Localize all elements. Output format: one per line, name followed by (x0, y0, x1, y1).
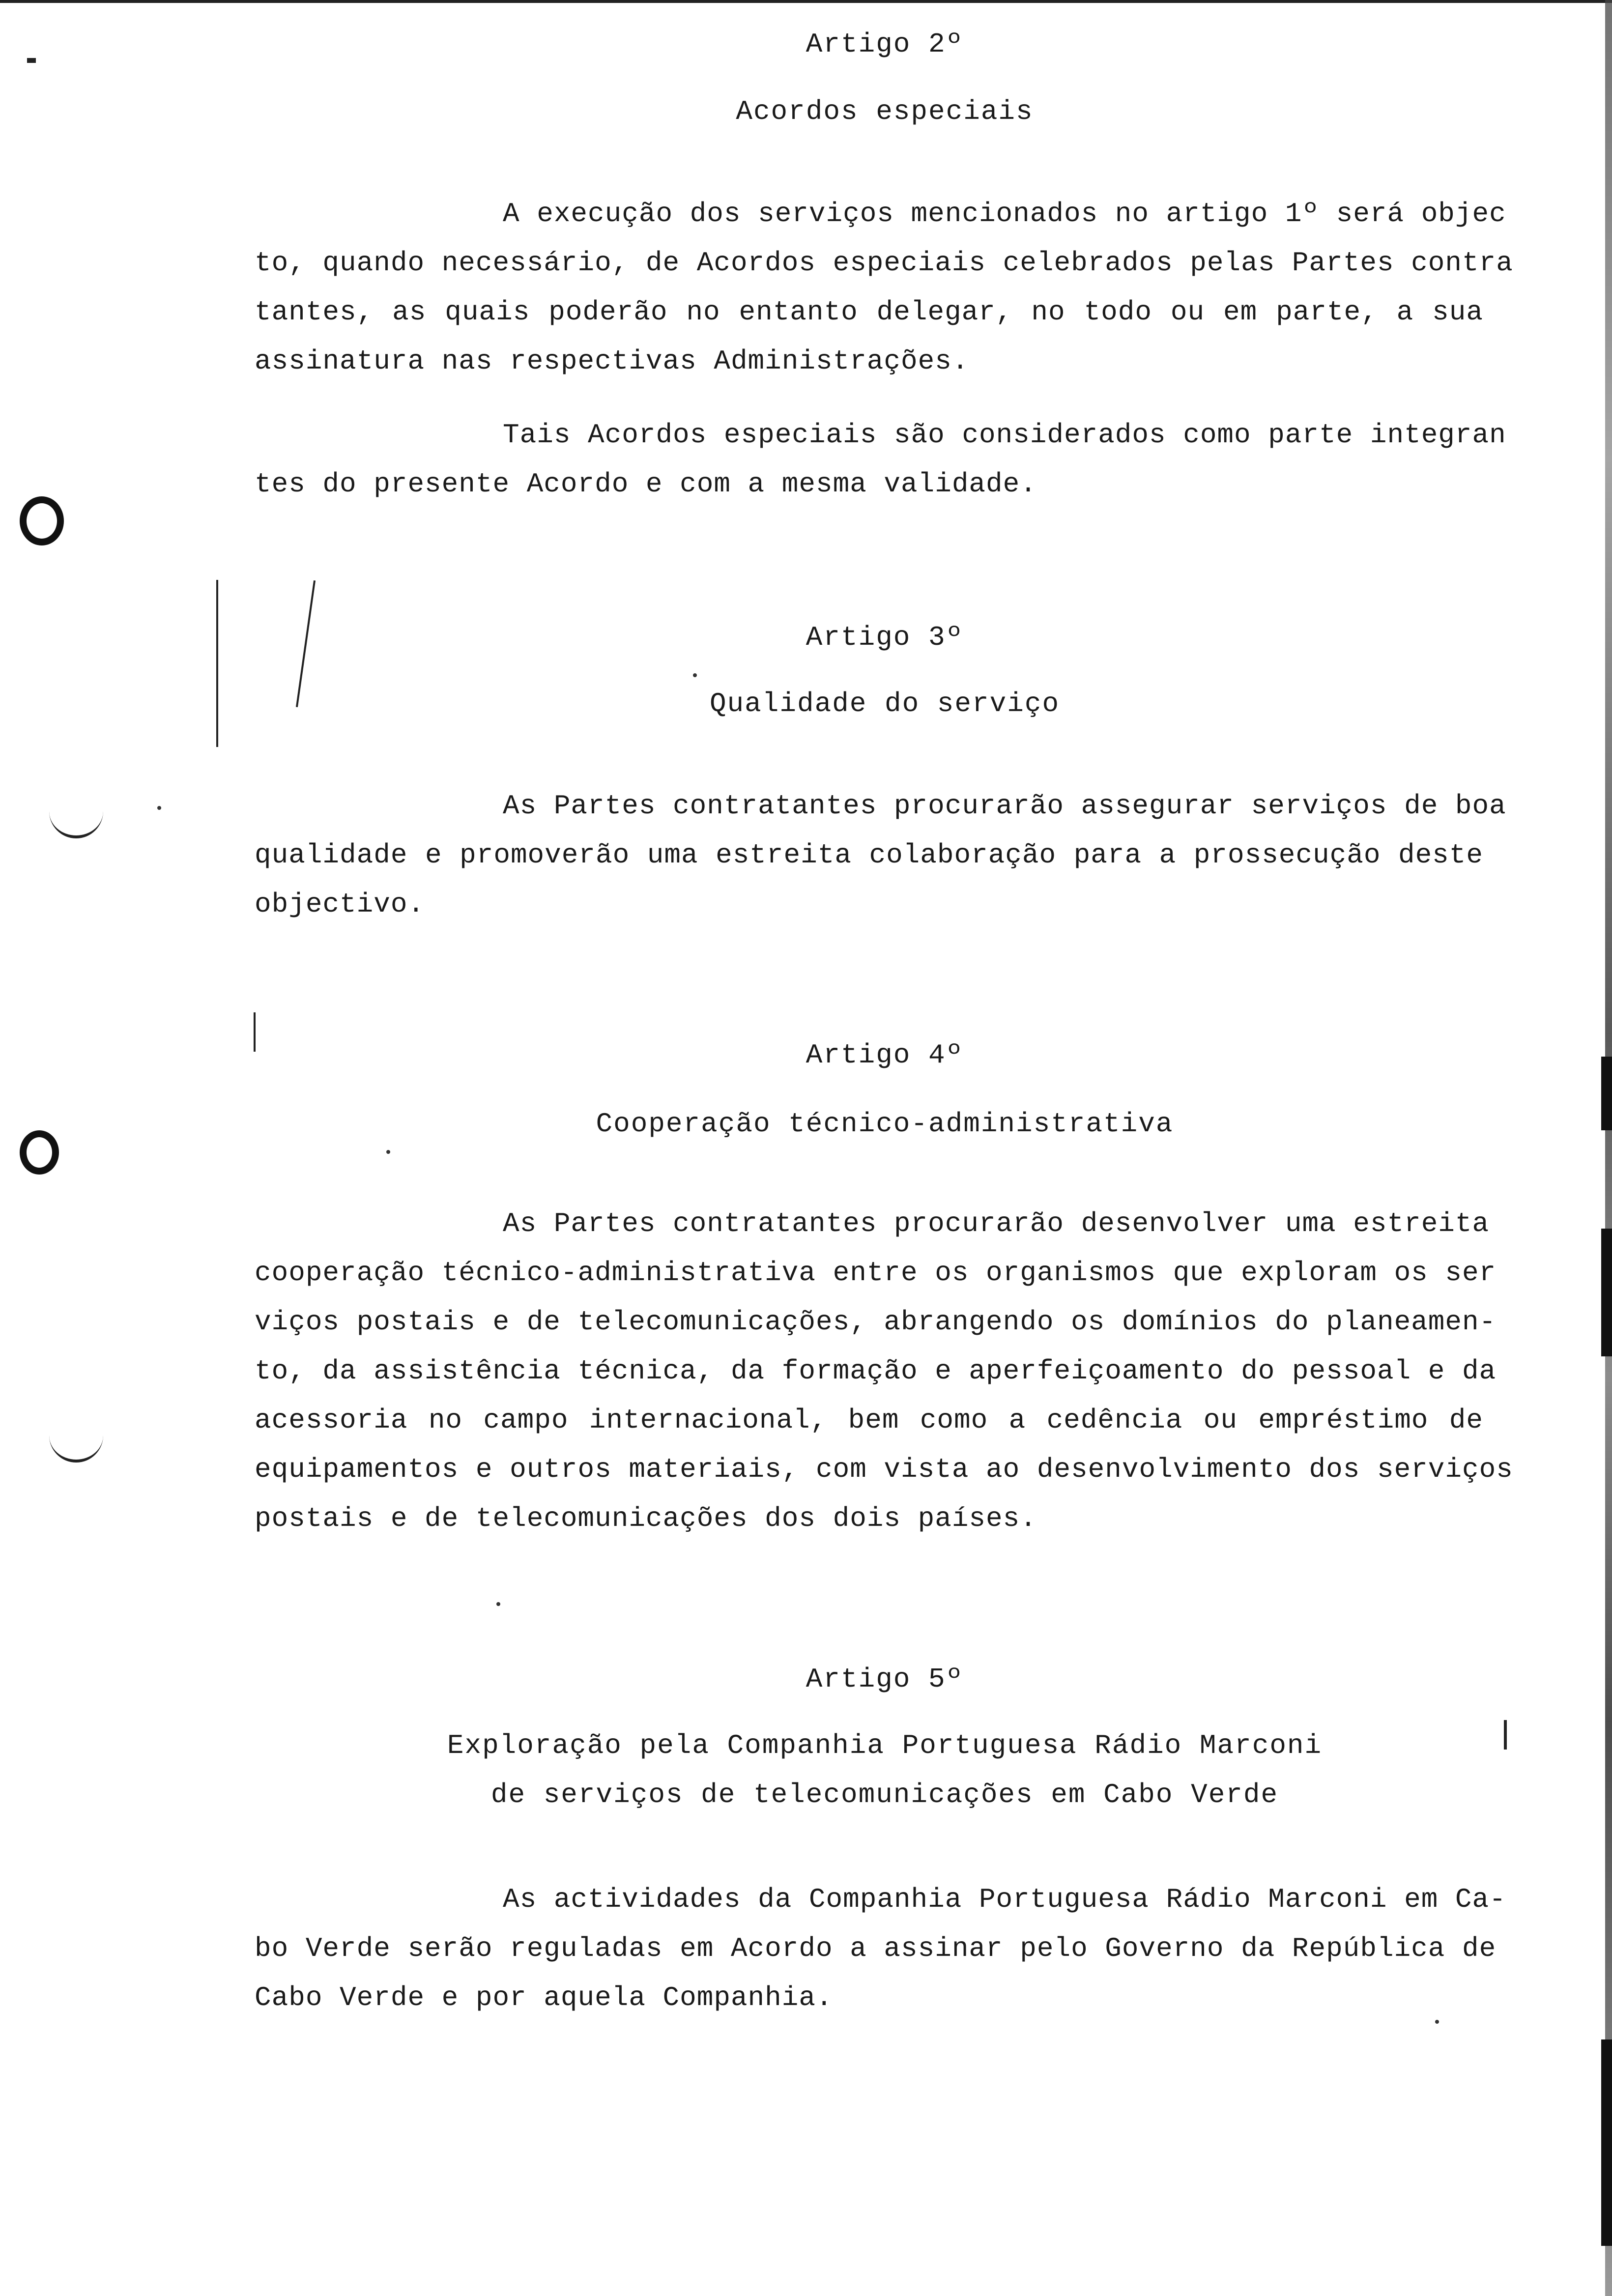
paragraph-line: viços postais e de telecomunicações, abrangendo os domínios do planeamen- (255, 1306, 1497, 1338)
article-title: Artigo 3º (806, 622, 964, 653)
paragraph-line: equipamentos e outros materiais, com vista ao desenvolvimento dos serviços (255, 1454, 1513, 1485)
paragraph-line: As actividades da Companhia Portuguesa Rádio Marconi em Ca- (503, 1884, 1506, 1915)
scan-artifact (49, 1430, 103, 1463)
paragraph-line: As Partes contratantes procurarão assegurar serviços de boa (503, 790, 1506, 822)
paragraph-line: postais e de telecomunicações dos dois países. (255, 1503, 1037, 1534)
article-subtitle: Exploração pela Companhia Portuguesa Rádio Marconi (447, 1730, 1323, 1761)
article-subtitle: Acordos especiais (736, 96, 1034, 127)
page-top-border (0, 0, 1612, 3)
punch-hole-mark (20, 1130, 59, 1175)
article-paragraph (255, 1875, 1506, 2022)
scan-artifact (216, 580, 218, 747)
article-subtitle: Cooperação técnico-administrativa (596, 1108, 1174, 1140)
paragraph-line: A execução dos serviços mencionados no artigo 1º será objec (503, 198, 1506, 230)
scan-artifact (27, 58, 36, 63)
scan-artifact (496, 1602, 500, 1606)
punch-hole-mark (20, 496, 64, 545)
article-paragraph (255, 410, 1506, 509)
article-title: Artigo 4º (806, 1039, 964, 1071)
paragraph-line: tes do presente Acordo e com a mesma validade. (255, 468, 1037, 500)
article-subtitle: de serviços de telecomunicações em Cabo Verde (490, 1779, 1279, 1810)
scan-artifact (49, 806, 103, 838)
article-paragraph (255, 189, 1513, 386)
paragraph-line: cooperação técnico-administrativa entre os organismos que exploram os ser (255, 1257, 1497, 1289)
paragraph-line: Tais Acordos especiais são considerados como parte integran (503, 419, 1506, 451)
scan-artifact (157, 806, 161, 810)
paragraph-line: As Partes contratantes procurarão desenvolver uma estreita (503, 1208, 1490, 1239)
scan-edge-mark (1601, 1057, 1612, 1130)
paragraph-line: objectivo. (255, 889, 425, 920)
paragraph-line: to, quando necessário, de Acordos especiais celebrados pelas Partes contra (255, 247, 1513, 279)
article-subtitle: Qualidade do serviço (709, 688, 1060, 719)
paragraph-line: assinatura nas respectivas Administrações. (255, 345, 969, 377)
article-title: Artigo 5º (806, 1664, 964, 1695)
scan-edge-mark (1601, 2039, 1612, 2246)
paragraph-line: acessoria no campo internacional, bem como a cedência ou empréstimo de (255, 1405, 1483, 1436)
scan-edge-mark (1601, 1229, 1612, 1356)
paragraph-line: Cabo Verde e por aquela Companhia. (255, 1982, 833, 2013)
article-paragraph (255, 1199, 1513, 1543)
scan-artifact (693, 673, 697, 677)
article-title: Artigo 2º (806, 29, 964, 60)
article-paragraph (255, 781, 1506, 929)
scan-right-edge (1605, 0, 1612, 2296)
paragraph-line: tantes, as quais poderão no entanto delegar, no todo ou em parte, a sua (255, 296, 1483, 328)
paragraph-line: qualidade e promoverão uma estreita colaboração para a prossecução deste (255, 839, 1483, 871)
paragraph-line: to, da assistência técnica, da formação e aperfeiçoamento do pessoal e da (255, 1355, 1497, 1387)
paragraph-line: bo Verde serão reguladas em Acordo a assinar pelo Governo da República de (255, 1933, 1497, 1964)
scan-artifact (386, 1150, 390, 1154)
